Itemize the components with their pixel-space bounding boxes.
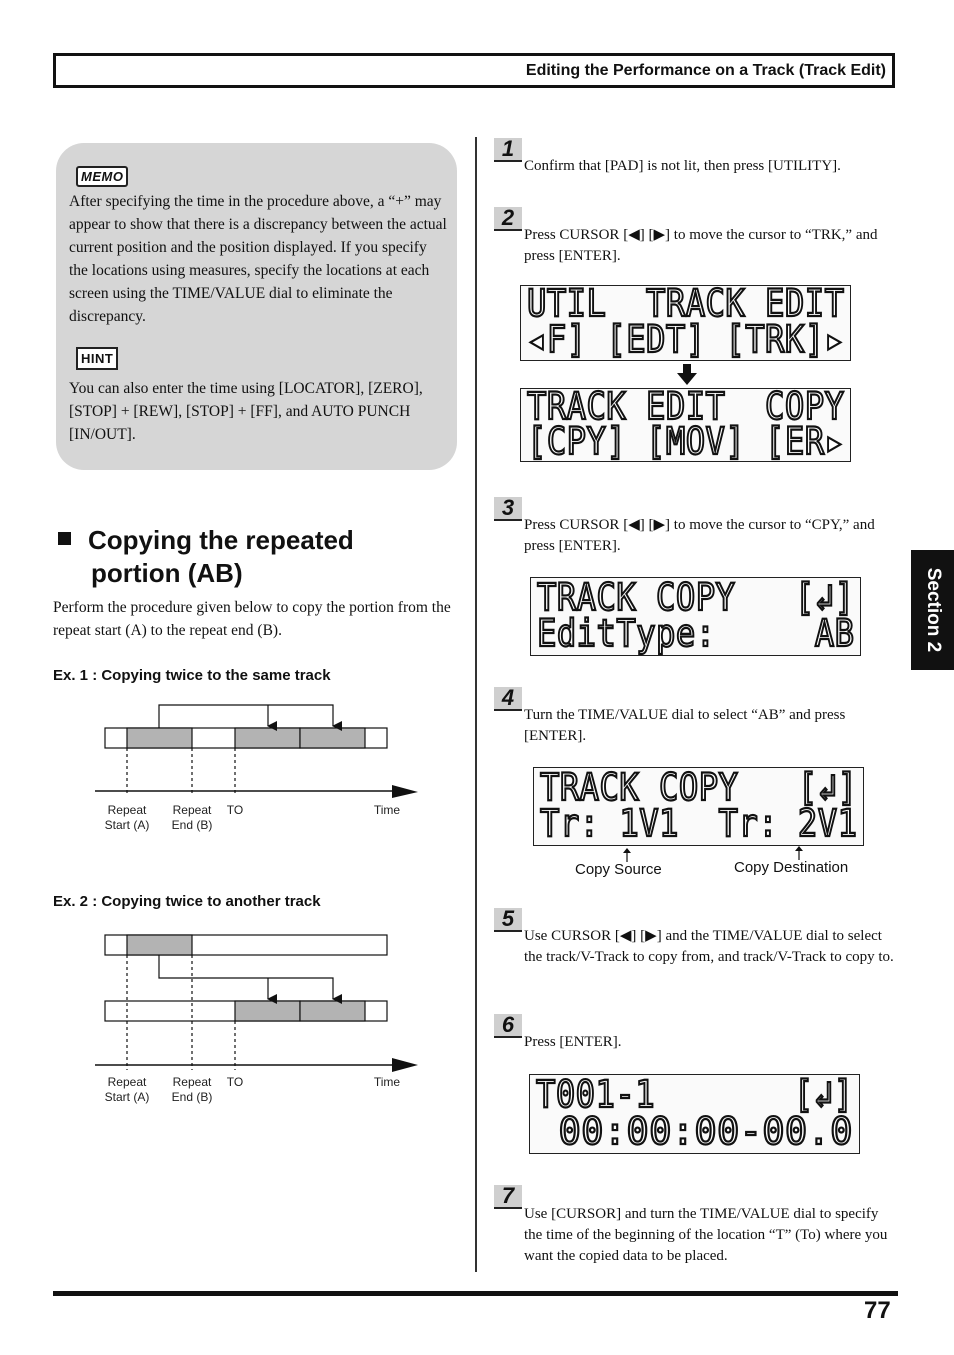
step-number-5: 5 xyxy=(494,908,522,932)
lcd-display-util xyxy=(520,282,851,361)
cursor-left-icon: ◀ xyxy=(628,227,640,243)
step-7-text: Use [CURSOR] and turn the TIME/VALUE dial to specify the time of the beginning of the location “T” (To) where you want the copied data to be placed. xyxy=(524,1206,888,1264)
lcd-line-2: [CPY] [MOV] [ER▸ xyxy=(527,420,845,463)
lcd-display-track-edit xyxy=(520,385,851,463)
cursor-left-icon: ◀ xyxy=(628,517,640,533)
copy-1-region xyxy=(235,1001,300,1021)
lcd-line-1: T001-1 [↲] xyxy=(536,1073,854,1116)
label-repeat-end-2: End (B) xyxy=(171,1090,213,1104)
copy-arrow xyxy=(159,705,333,728)
copy-arrow xyxy=(159,955,333,999)
lcd-display-copy-tracks xyxy=(533,767,864,846)
memo-icon: MEMO xyxy=(76,166,128,187)
copy-destination-caption: Copy Destination xyxy=(734,859,849,876)
label-repeat-end-2: End (B) xyxy=(171,818,213,832)
cursor-right-icon: ▶ xyxy=(653,227,666,243)
section-heading xyxy=(58,524,354,590)
lcd-line-2: EditType: AB xyxy=(537,612,855,655)
square-bullet-icon xyxy=(58,532,71,545)
repeat-region xyxy=(127,935,192,955)
cursor-right-icon: ▶ xyxy=(645,928,657,944)
time-axis-arrowhead xyxy=(392,785,418,798)
copy-2-region xyxy=(300,728,365,748)
page-number: 77 xyxy=(864,1297,891,1324)
copy-2-region xyxy=(300,1001,365,1021)
example1-heading: Ex. 1 : Copying twice to the same track xyxy=(53,667,331,684)
down-arrow-icon xyxy=(677,364,697,386)
section-intro: Perform the procedure given below to copy the portion from the repeat start (A) to the repeat end (B). xyxy=(53,599,451,639)
section-title-line2: portion (AB) xyxy=(91,558,243,588)
step-number-2: 2 xyxy=(494,207,522,231)
section-title-line1: Copying the repeated xyxy=(88,525,354,555)
footer-rule xyxy=(53,1291,898,1296)
example2-heading: Ex. 2 : Copying twice to another track xyxy=(53,893,321,910)
step-6-text: Press [ENTER]. xyxy=(524,1034,622,1050)
lcd-display-copy-type xyxy=(530,577,861,656)
copy-source-caption: Copy Source xyxy=(575,861,662,878)
label-to: TO xyxy=(226,1075,244,1089)
label-time: Time xyxy=(373,803,401,817)
label-repeat-start: Repeat xyxy=(107,1075,147,1089)
step-number-3: 3 xyxy=(494,497,522,521)
lcd-line-1: TRACK EDIT COPY xyxy=(527,385,845,428)
label-repeat-end: Repeat xyxy=(172,1075,212,1089)
header-box xyxy=(53,53,895,88)
section-side-tab xyxy=(911,550,954,670)
label-repeat-end: Repeat xyxy=(172,803,212,817)
lcd-line-1: TRACK COPY [↲] xyxy=(537,576,855,619)
label-to: TO xyxy=(226,803,244,817)
lcd-display-to-time xyxy=(529,1074,860,1154)
cursor-right-icon: ▶ xyxy=(653,517,666,533)
step-3-text: Press CURSOR [◀] [▶] to move the cursor to “CPY,” and press [ENTER]. xyxy=(524,517,875,554)
label-repeat-start: Repeat xyxy=(107,803,147,817)
label-repeat-start-2: Start (A) xyxy=(104,1090,150,1104)
example2-diagram xyxy=(90,930,430,1110)
memo-text: After specifying the time in the procedure above, a “+” may appear to show that there is a discrepancy between the actual current position and the position displayed. If you specify the locations using measures, specify the locations at each screen using the TIME/VALUE dial to eliminate the discrepancy. xyxy=(69,193,447,325)
step-2-text: Press CURSOR [◀] [▶] to move the cursor to “TRK,” and press [ENTER]. xyxy=(524,227,878,264)
source-pointer-icon xyxy=(622,848,632,862)
column-divider xyxy=(475,137,477,1272)
lcd-line-1: UTIL TRACK EDIT xyxy=(527,282,845,325)
step-4-text: Turn the TIME/VALUE dial to select “AB” and press [ENTER]. xyxy=(524,707,846,744)
lcd-line-2: Tr: 1V1 Tr: 2V1 xyxy=(540,802,858,845)
destination-pointer-icon xyxy=(794,846,804,860)
label-repeat-start-2: Start (A) xyxy=(104,818,150,832)
step-number-7: 7 xyxy=(494,1185,522,1209)
section-tab-label: Section 2 xyxy=(922,567,944,653)
lcd-line-1: TRACK COPY [↲] xyxy=(540,766,858,809)
label-time: Time xyxy=(373,1075,401,1089)
cursor-left-icon: ◀ xyxy=(619,928,632,944)
step-number-4: 4 xyxy=(494,687,522,711)
example1-diagram xyxy=(90,700,430,840)
step-number-6: 6 xyxy=(494,1014,522,1038)
step-5-text: Use CURSOR [◀] [▶] and the TIME/VALUE dial to select the track/V-Track to copy from, and track/V-Track to copy to. xyxy=(524,928,894,965)
step-1-text: Confirm that [PAD] is not lit, then press [UTILITY]. xyxy=(524,158,841,174)
page-header-title: Editing the Performance on a Track (Track Edit) xyxy=(525,62,886,79)
lcd-line-2: 00:00:00-00.0 xyxy=(536,1110,853,1153)
lcd-line-2: ◂F] [EDT] [TRK]▸ xyxy=(527,318,845,361)
memo-hint-panel xyxy=(56,143,457,470)
step-number-1: 1 xyxy=(494,138,522,162)
hint-icon: HINT xyxy=(76,347,118,370)
repeat-region xyxy=(127,728,192,748)
hint-text: You can also enter the time using [LOCATOR], [ZERO], [STOP] + [REW], [STOP] + [FF], and AUTO PUNCH [IN/OUT]. xyxy=(69,380,423,443)
copy-1-region xyxy=(235,728,300,748)
time-axis-arrowhead xyxy=(392,1058,418,1072)
